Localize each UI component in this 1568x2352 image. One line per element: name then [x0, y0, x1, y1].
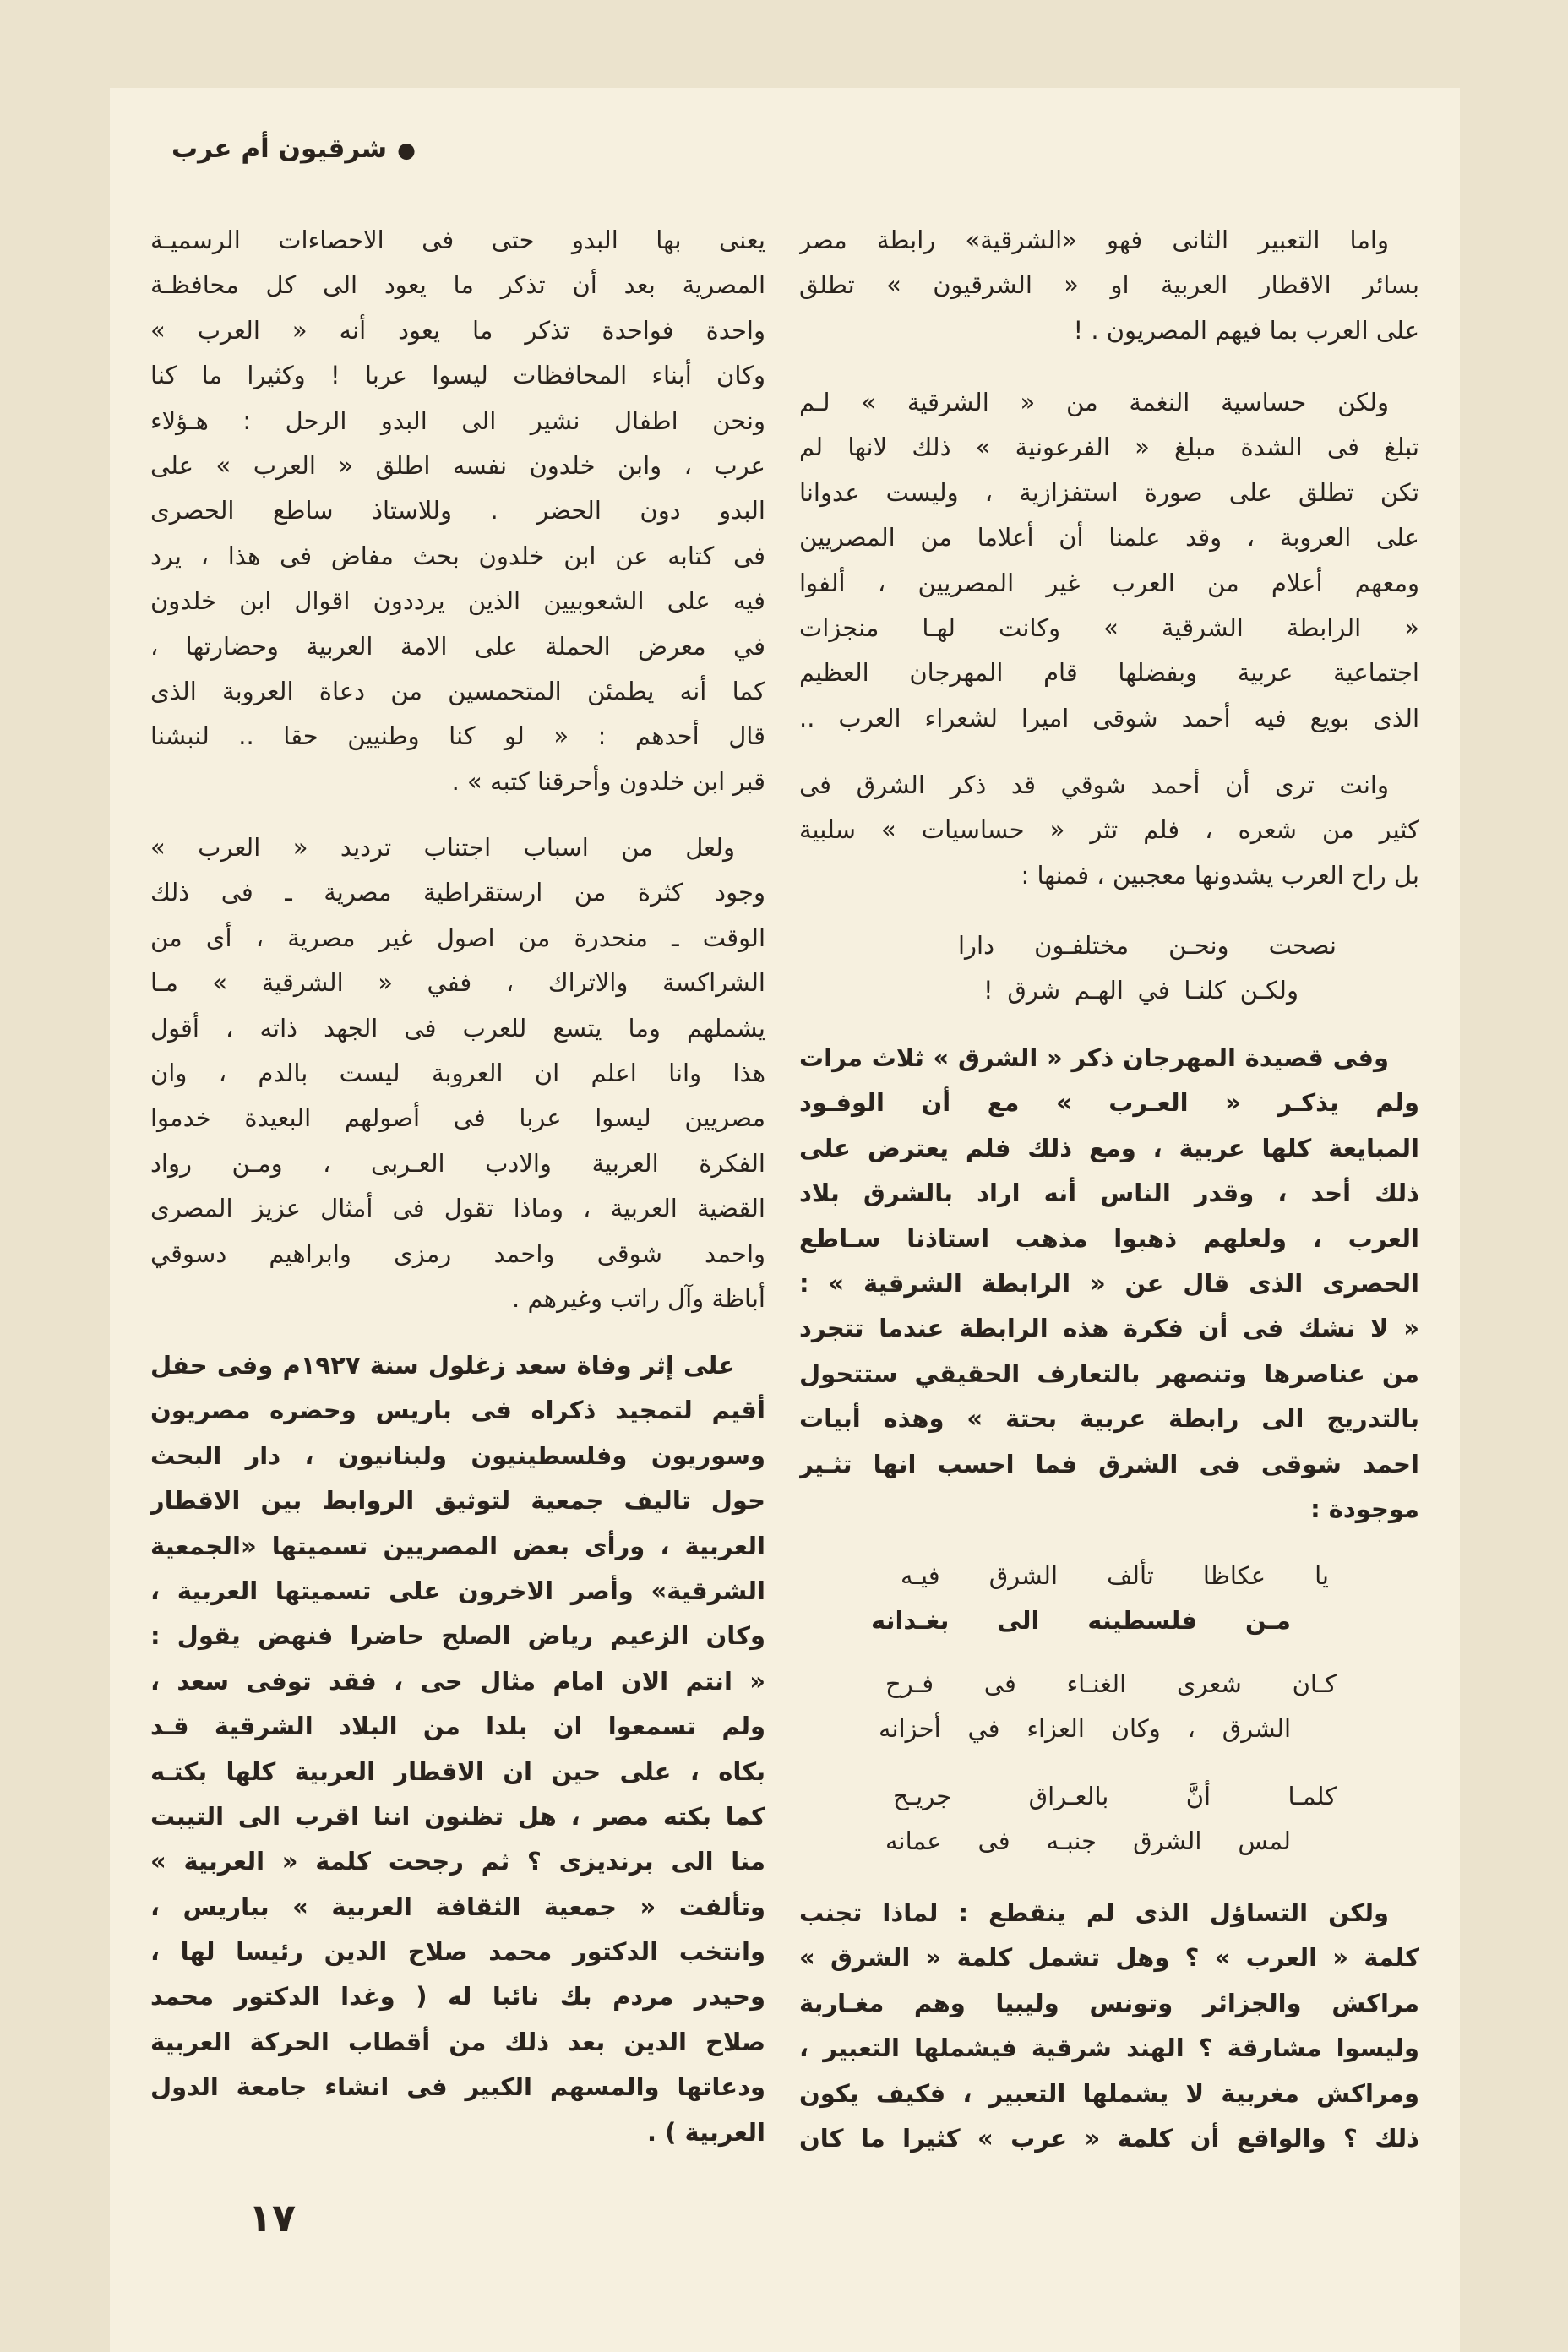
text-line: « لا نشك فى أن فكرة هذه الرابطة عندما تتجرد — [799, 1314, 1419, 1343]
text-line: المبايعة كلها عربية ، ومع ذلك فلم يعترض على — [799, 1133, 1419, 1162]
text-line: قبر ابن خلدون وأحرقنا كتبه » . — [451, 766, 765, 796]
text-line: العربية ) . — [646, 2117, 765, 2147]
text-line: من عناصرها وتنصهر بالتعارف الحقيقي ستتحول — [799, 1358, 1419, 1388]
text-line: ومعهم أعلام من العرب غير المصريين ، ألفوا — [799, 568, 1419, 597]
paragraph — [150, 218, 765, 804]
text-line: ولكن حساسية النغمة من « الشرقية » لـم — [799, 388, 1389, 416]
text-line: يعنى بها البدو حتى فى الاحصاءات الرسميـة — [150, 226, 765, 254]
text-line: ونحن اطفال نشير الى البدو الرحل : هـؤلاء — [150, 406, 765, 435]
text-line: واما التعبير الثانى فهو «الشرقية» رابطة مصر — [799, 226, 1389, 254]
text-line: بكاه ، على حين ان الاقطار العربية كلها بكتـه — [150, 1756, 765, 1786]
verse-line: كلمـا أنَّ بالعـراق جريـح — [893, 1782, 1337, 1810]
text-line: بالتدريج الى رابطة عربية بحتة » وهذه أبيات — [799, 1404, 1419, 1434]
verse — [799, 1662, 1419, 1752]
verse-line: لمس الشرق جنبـه فى عمانه — [885, 1827, 1291, 1856]
paragraph — [799, 1036, 1419, 1532]
verse — [799, 1554, 1419, 1644]
text-line: موجودة : — [1310, 1494, 1419, 1523]
text-line: احمد شوقى فى الشرق فما احسب انها تثـير — [799, 1449, 1419, 1478]
verse-line: ولكـن كلنـا في الهـم شرق ! — [983, 976, 1298, 1005]
paragraph — [799, 218, 1419, 353]
text-line: تبلغ فى الشدة مبلغ « الفرعونية » ذلك لانها لم — [799, 433, 1419, 462]
text-line: صلاح الدين بعد ذلك من أقطاب الحركة العربية — [150, 2027, 765, 2056]
verse-line: كـان شعرى الغنـاء فى فـرح — [885, 1669, 1337, 1698]
text-line: وليسوا مشارقة ؟ الهند شرقية فيشملها التعبير ، — [799, 2034, 1419, 2063]
text-line: كما بكته مصر ، هل تظنون اننا اقرب الى التيبت — [150, 1801, 765, 1831]
verse — [799, 923, 1419, 1014]
verse-line: الشرق ، وكان العزاء في أحزانه — [879, 1714, 1291, 1744]
text-line: الوقت ـ منحدرة من اصول غير مصرية ، أى من — [150, 923, 765, 952]
paragraph — [799, 763, 1419, 898]
text-line: وانتخب الدكتور محمد صلاح الدين رئيسا لها ، — [150, 1937, 765, 1967]
text-line: على العرب بما فيهم المصريون . ! — [1073, 315, 1419, 345]
text-line: هذا وانا اعلم ان العروبة ليست بالدم ، وان — [150, 1058, 765, 1087]
text-line: وكان الزعيم رياض الصلح حاضرا فنهض يقول : — [150, 1621, 765, 1651]
text-line: وجود كثرة من ارستقراطية مصرية ـ فى ذلك — [150, 878, 765, 907]
text-line: وتألفت « جمعية الثقافة العربية » بباريس ، — [150, 1892, 765, 1921]
text-line: واحدة فواحدة تذكر ما يعود أنه « العرب » — [150, 315, 765, 345]
text-line: منا الى برنديزى ؟ ثم رجحت كلمة « العربية » — [150, 1847, 765, 1876]
text-line: وكان أبناء المحافظات ليسوا عربا ! وكثيرا ما كنا — [150, 361, 765, 390]
verse-line: نصحت ونحـن مختلفـون دارا — [958, 931, 1337, 960]
text-line: اجتماعية عربية وبفضلها قام المهرجان العظيم — [799, 658, 1419, 688]
text-line: عرب ، وابن خلدون نفسه اطلق « العرب » على — [150, 450, 765, 480]
text-line: « انتم الان امام مثال حى ، فقد توفى سعد ، — [150, 1666, 765, 1696]
header-title: شرقيون أم عرب — [172, 133, 388, 164]
text-line: كما أنه يطمئن المتحمسين من دعاة العروبة الذى — [150, 676, 765, 705]
text-line: الفكرة العربية والادب العـربى ، ومـن رواد — [150, 1148, 765, 1178]
text-line: فيه على الشعوبيين الذين يرددون اقوال ابن خلدون — [150, 586, 765, 616]
text-line: الشرقية» وأصر الاخرون على تسميتها العربية ، — [150, 1576, 765, 1605]
text-line: أباظة وآل راتب وغيرهم . — [512, 1283, 765, 1313]
text-line: ومراكش مغربية لا يشملها التعبير ، فكيف يكون — [799, 2078, 1419, 2108]
text-line: المصرية بعد أن تذكر ما يعود الى كل محافظـة — [150, 270, 765, 300]
text-line: القضية العربية ، وماذا تقول فى أمثال عزيز المصرى — [150, 1194, 765, 1223]
text-line: البدو دون الحضر . وللاستاذ ساطع الحصرى — [150, 496, 765, 525]
running-header — [166, 128, 416, 169]
text-line: على إثر وفاة سعد زغلول سنة ١٩٢٧م وفى حفل — [150, 1351, 735, 1380]
text-line: ولم يذكـر « العـرب » مع أن الوفـود — [799, 1088, 1419, 1118]
text-line: بل راح العرب يشدونها معجبين ، فمنها : — [1021, 860, 1419, 890]
text-line: في معرض الحملة على الامة العربية وحضارتها ، — [150, 631, 765, 661]
paragraph — [150, 825, 765, 1321]
text-line: الذى بويع فيه أحمد شوقى اميرا لشعراء العرب .. — [799, 703, 1419, 732]
text-line: وفى قصيدة المهرجان ذكر « الشرق » ثلاث مرات — [799, 1043, 1389, 1072]
text-line: قال أحدهم : « لو كنا وطنيين حقا .. لنبشنا — [150, 721, 765, 751]
text-line: العربية ، ورأى بعض المصريين تسميتها «الجمعية — [150, 1531, 765, 1560]
verse-line: مـن فلسطينه الى بغـدانه — [871, 1606, 1291, 1636]
text-line: أقيم لتمجيد ذكراه فى باريس وحضره مصريون — [150, 1396, 765, 1425]
text-line: الشراكسة والاتراك ، ففي « الشرقية » مـا — [150, 968, 765, 998]
text-line: فى كتابه عن ابن خلدون بحث مفاض فى هذا ، يرد — [150, 541, 765, 570]
text-line: كثير من شعره ، فلم تثر « حساسيات » سلبية — [799, 815, 1419, 845]
text-line: ذلك أحد ، وقدر الناس أنه اراد بالشرق بلاد — [799, 1179, 1419, 1208]
paragraph — [799, 1891, 1419, 2161]
text-line: الحصرى الذى قال عن « الرابطة الشرقية » : — [799, 1268, 1419, 1298]
text-line: ذلك ؟ والواقع أن كلمة « عرب » كثيرا ما كان — [799, 2123, 1419, 2153]
text-line: وسوريون وفلسطينيون ولبنانيون ، دار البحث — [150, 1440, 765, 1470]
text-line: مراكش والجزائر وتونس وليبيا وهم مغـاربة — [799, 1988, 1419, 2017]
verse-line: يا عكاظا تألف الشرق فيـه — [901, 1561, 1329, 1590]
text-line: على العروبة ، وقد علمنا أن أعلاما من المصريين — [799, 523, 1419, 553]
text-line: العرب ، ولعلهم ذهبوا مذهب استاذنا سـاطع — [799, 1223, 1419, 1253]
text-line: كلمة « العرب » ؟ وهل تشمل كلمة « الشرق » — [799, 1943, 1419, 1973]
text-line: ولم تسمعوا ان بلدا من البلاد الشرقية قـد — [150, 1712, 765, 1741]
text-line: تكن تطلق على صورة استفزازية ، وليست عدوانا — [799, 477, 1419, 507]
text-line: ولكن التساؤل الذى لم ينقطع : لماذا تجنب — [799, 1898, 1389, 1927]
text-line: مصريين ليسوا عربا فى أصولهم البعيدة خدموا — [150, 1103, 765, 1133]
text-line: « الرابطة الشرقية » وكانت لهـا منجزات — [799, 612, 1419, 642]
bullet-icon: ● — [397, 138, 416, 162]
text-line: وحيدر مردم بك نائبا له ( وغدا الدكتور محمد — [150, 1982, 765, 2012]
text-line: بسائر الاقطار العربية او « الشرقيون » تطلق — [799, 270, 1419, 300]
text-line: حول تاليف جمعية لتوثيق الروابط بين الاقطار — [150, 1486, 765, 1516]
text-line: ودعاتها والمسهم الكبير فى انشاء جامعة الدول — [150, 2072, 765, 2102]
page-number: ١٧ — [248, 2195, 297, 2240]
text-line: واحمد شوقى واحمد رمزى وابراهيم دسوقي — [150, 1239, 765, 1268]
text-line: يشملهم وما يتسع للعرب فى الجهد ذاته ، أقول — [150, 1013, 765, 1043]
text-line: ولعل من اسباب اجتناب ترديد « العرب » — [150, 833, 735, 862]
verse — [799, 1774, 1419, 1865]
paragraph — [150, 1343, 765, 2155]
paragraph — [799, 380, 1419, 741]
text-line: وانت ترى أن أحمد شوقي قد ذكر الشرق فى — [799, 770, 1389, 799]
